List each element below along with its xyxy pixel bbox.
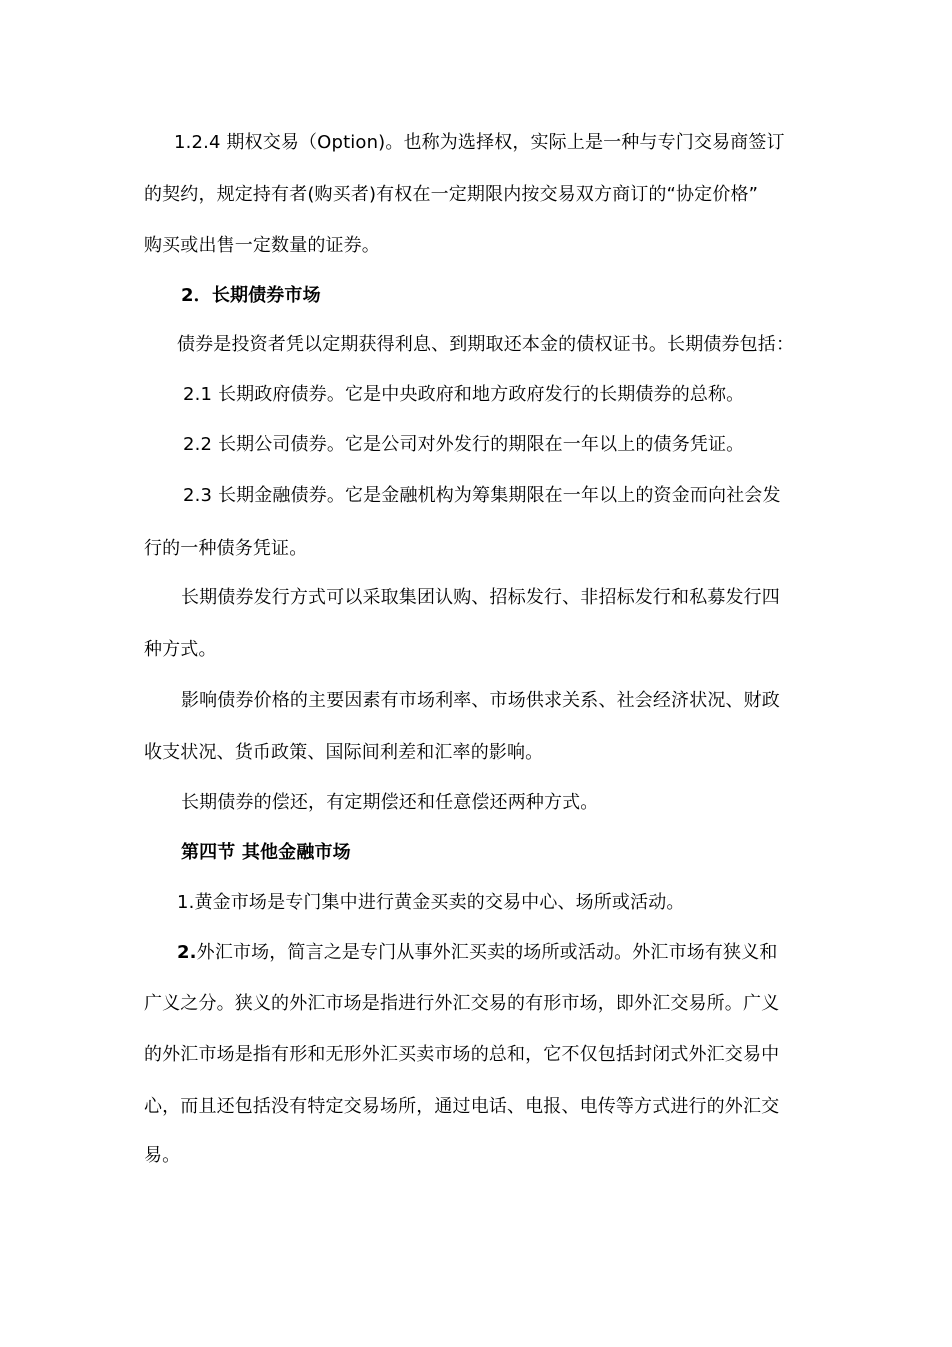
item-forex-line-4: 心，而且还包括没有特定交易场所，通过电话、电报、电传等方式进行的外汇交 bbox=[144, 1096, 780, 1117]
paragraph-issuance-line-1: 长期债券发行方式可以采取集团认购、招标发行、非招标发行和私募发行四 bbox=[181, 587, 780, 608]
item-forex-text: 外汇市场，简言之是专门从事外汇买卖的场所或活动。外汇市场有狭义和 bbox=[196, 942, 778, 963]
section-heading-other-markets: 第四节 其他金融市场 bbox=[181, 842, 351, 863]
item-forex-line-1 bbox=[177, 941, 777, 965]
item-number: 2. bbox=[177, 942, 197, 963]
paragraph-option-line-3: 购买或出售一定数量的证券。 bbox=[144, 235, 380, 256]
item-government-bonds: 2.1 长期政府债券。它是中央政府和地方政府发行的长期债券的总称。 bbox=[183, 384, 745, 405]
item-forex-line-3: 的外汇市场是指有形和无形外汇买卖市场的总和，它不仅包括封闭式外汇交易中 bbox=[144, 1044, 780, 1065]
paragraph-price-factors-line-1: 影响债券价格的主要因素有市场利率、市场供求关系、社会经济状况、财政 bbox=[181, 690, 780, 711]
item-corporate-bonds: 2.2 长期公司债券。它是公司对外发行的期限在一年以上的债务凭证。 bbox=[183, 434, 745, 455]
paragraph-issuance-line-2: 种方式。 bbox=[144, 639, 217, 660]
item-financial-bonds-line-2: 行的一种债务凭证。 bbox=[144, 538, 308, 559]
paragraph-repayment: 长期债券的偿还，有定期偿还和任意偿还两种方式。 bbox=[181, 792, 599, 813]
item-financial-bonds-line-1: 2.3 长期金融债券。它是金融机构为筹集期限在一年以上的资金而向社会发 bbox=[183, 485, 781, 506]
item-forex-line-5: 易。 bbox=[144, 1145, 181, 1166]
item-forex-line-2: 广义之分。狭义的外汇市场是指进行外汇交易的有形市场，即外汇交易所。广义 bbox=[144, 993, 780, 1014]
paragraph-option-line-1: 1.2.4 期权交易（Option)。也称为选择权，实际上是一种与专门交易商签订 bbox=[174, 132, 785, 153]
paragraph-bond-definition: 债券是投资者凭以定期获得利息、到期取还本金的债权证书。长期债券包括： bbox=[177, 334, 795, 355]
section-heading-long-term-bond-market: 2．长期债券市场 bbox=[181, 285, 321, 306]
item-gold-market: 1.黄金市场是专门集中进行黄金买卖的交易中心、场所或活动。 bbox=[177, 892, 685, 913]
paragraph-option-line-2: 的契约，规定持有者(购买者)有权在一定期限内按交易双方商订的“协定价格” bbox=[144, 184, 759, 205]
paragraph-price-factors-line-2: 收支状况、货币政策、国际间利差和汇率的影响。 bbox=[144, 742, 544, 763]
